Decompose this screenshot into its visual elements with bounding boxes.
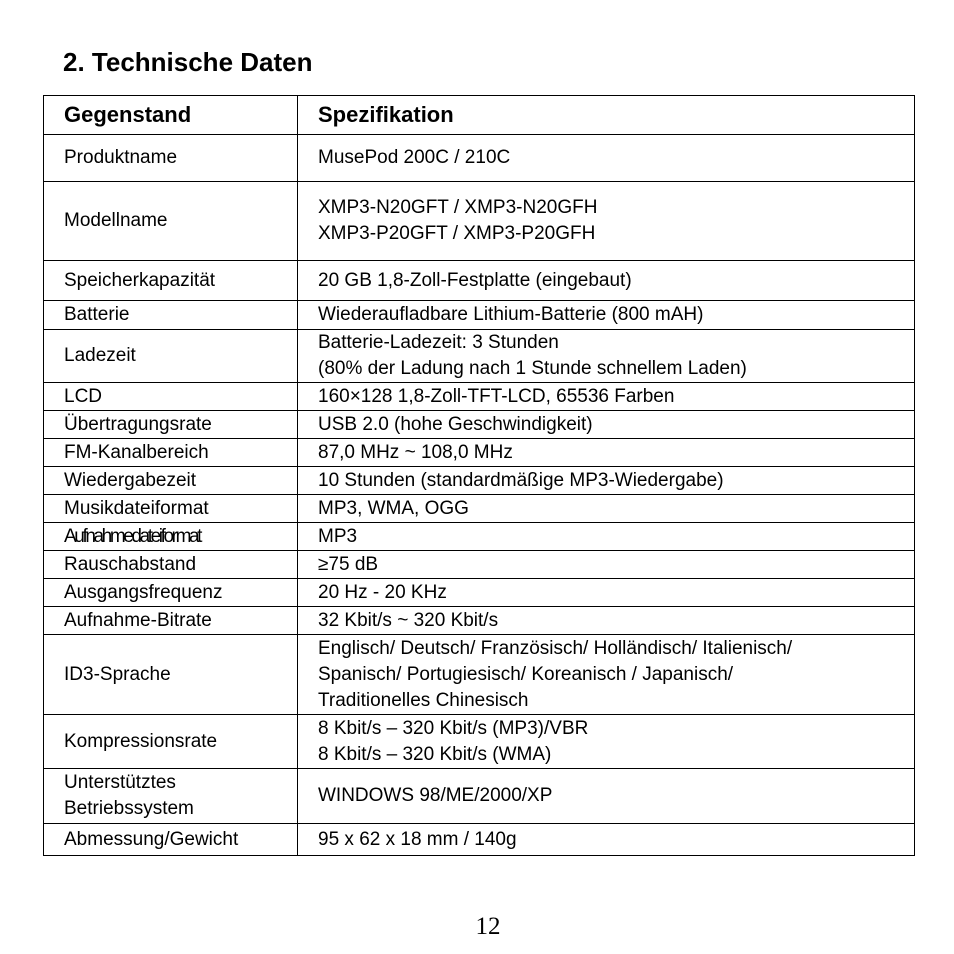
spec-cell [298, 635, 915, 715]
item-cell-line: Speicherkapazität [64, 269, 216, 291]
item-cell-line: ID3-Sprache [64, 663, 171, 685]
item-cell [44, 467, 298, 495]
spec-cell-line: 160×128 1,8-Zoll-TFT-LCD, 65536 Farben [318, 385, 675, 407]
table-row [44, 411, 915, 439]
table-row [44, 824, 915, 856]
table-row [44, 135, 915, 182]
table-row [44, 261, 915, 301]
item-cell [44, 551, 298, 579]
table-row [44, 607, 915, 635]
table-row [44, 495, 915, 523]
item-cell [44, 182, 298, 261]
spec-cell-line: MP3, WMA, OGG [318, 497, 469, 519]
item-cell [44, 135, 298, 182]
item-cell-line: LCD [64, 385, 103, 407]
spec-cell [298, 769, 915, 824]
item-cell [44, 439, 298, 467]
spec-cell-line: 8 Kbit/s – 320 Kbit/s (MP3)/VBR [318, 717, 589, 739]
item-cell [44, 261, 298, 301]
item-cell [44, 579, 298, 607]
item-cell-line: Wiedergabezeit [64, 469, 197, 491]
item-cell [44, 769, 298, 824]
spec-cell-line: XMP3-P20GFT / XMP3-P20GFH [318, 223, 596, 244]
table-row [44, 467, 915, 495]
table-header-row [44, 96, 915, 135]
item-cell-line: Abmessung/Gewicht [64, 828, 239, 850]
spec-cell-line: Spanisch/ Portugiesisch/ Koreanisch / Japanisch/ [318, 663, 734, 685]
spec-cell [298, 607, 915, 635]
section-heading: 2. Technische Daten [63, 47, 313, 77]
item-cell [44, 824, 298, 856]
spec-cell [298, 551, 915, 579]
item-cell-line: Ladezeit [64, 345, 136, 366]
table-row [44, 635, 915, 715]
spec-cell-line: 87,0 MHz ~ 108,0 MHz [318, 441, 513, 463]
spec-table [43, 95, 915, 856]
table-row [44, 523, 915, 551]
item-cell-line: Aufnahme-Bitrate [64, 609, 212, 631]
header-item: Gegenstand [44, 96, 298, 135]
spec-cell [298, 261, 915, 301]
spec-cell [298, 182, 915, 261]
item-cell-line: Übertragungsrate [64, 413, 212, 435]
spec-cell-line: 20 GB 1,8-Zoll-Festplatte (eingebaut) [318, 269, 632, 291]
spec-cell-line: USB 2.0 (hohe Geschwindigkeit) [318, 413, 593, 435]
item-cell [44, 523, 298, 551]
table-row [44, 182, 915, 261]
spec-cell-line: Traditionelles Chinesisch [318, 689, 529, 711]
spec-cell-line: 95 x 62 x 18 mm / 140g [318, 828, 517, 850]
table-row [44, 439, 915, 467]
item-cell [44, 495, 298, 523]
item-cell-line: FM-Kanalbereich [64, 441, 209, 463]
table-row [44, 715, 915, 769]
spec-cell [298, 383, 915, 411]
spec-cell-line: 32 Kbit/s ~ 320 Kbit/s [318, 609, 499, 631]
spec-cell [298, 135, 915, 182]
spec-cell-line: Wiederaufladbare Lithium-Batterie (800 mAH) [318, 304, 704, 325]
spec-cell [298, 824, 915, 856]
spec-cell-line: 10 Stunden (standardmäßige MP3-Wiedergabe) [318, 469, 724, 491]
item-cell-line: Unterstütztes [64, 772, 176, 793]
spec-cell-line: Englisch/ Deutsch/ Französisch/ Holländisch/ Italienisch/ [318, 637, 793, 659]
item-cell [44, 635, 298, 715]
item-cell [44, 383, 298, 411]
spec-cell-line: XMP3-N20GFT / XMP3-N20GFH [318, 197, 598, 218]
item-cell-line: Musikdateiformat [64, 497, 209, 519]
spec-cell [298, 301, 915, 330]
item-cell-line: Ausgangsfrequenz [64, 581, 223, 603]
spec-table-body [44, 135, 915, 856]
item-cell [44, 301, 298, 330]
item-cell-line: Kompressionsrate [64, 730, 218, 752]
item-cell-line: Betriebssystem [64, 798, 194, 819]
item-cell-line: Rauschabstand [64, 553, 197, 575]
spec-cell-line: (80% der Ladung nach 1 Stunde schnellem Laden) [318, 358, 747, 379]
spec-cell-line: 8 Kbit/s – 320 Kbit/s (WMA) [318, 743, 552, 765]
spec-cell-line: Batterie-Ladezeit: 3 Stunden [318, 332, 559, 353]
table-row [44, 579, 915, 607]
item-cell-line: Produktname [64, 147, 178, 168]
spec-cell [298, 330, 915, 383]
item-cell-line: Modellname [64, 210, 168, 231]
item-cell [44, 607, 298, 635]
spec-cell-line: MusePod 200C / 210C [318, 147, 511, 168]
spec-cell [298, 411, 915, 439]
spec-cell [298, 579, 915, 607]
page-number: 12 [475, 913, 501, 940]
spec-cell-line: 20 Hz - 20 KHz [318, 581, 447, 603]
spec-cell [298, 523, 915, 551]
table-row [44, 551, 915, 579]
spec-cell [298, 467, 915, 495]
table-row [44, 769, 915, 824]
table-row [44, 330, 915, 383]
item-cell [44, 330, 298, 383]
item-cell [44, 411, 298, 439]
header-spec: Spezifikation [298, 96, 915, 135]
table-row [44, 383, 915, 411]
item-cell-line: Aufnahmedateiformat [64, 525, 201, 547]
item-cell [44, 715, 298, 769]
spec-cell-line: WINDOWS 98/ME/2000/XP [318, 785, 553, 806]
spec-cell-line: MP3 [318, 525, 358, 547]
spec-cell [298, 715, 915, 769]
item-cell-line: Batterie [64, 304, 130, 325]
spec-cell [298, 495, 915, 523]
table-row [44, 301, 915, 330]
spec-cell-line: ≥75 dB [318, 553, 379, 575]
spec-cell [298, 439, 915, 467]
